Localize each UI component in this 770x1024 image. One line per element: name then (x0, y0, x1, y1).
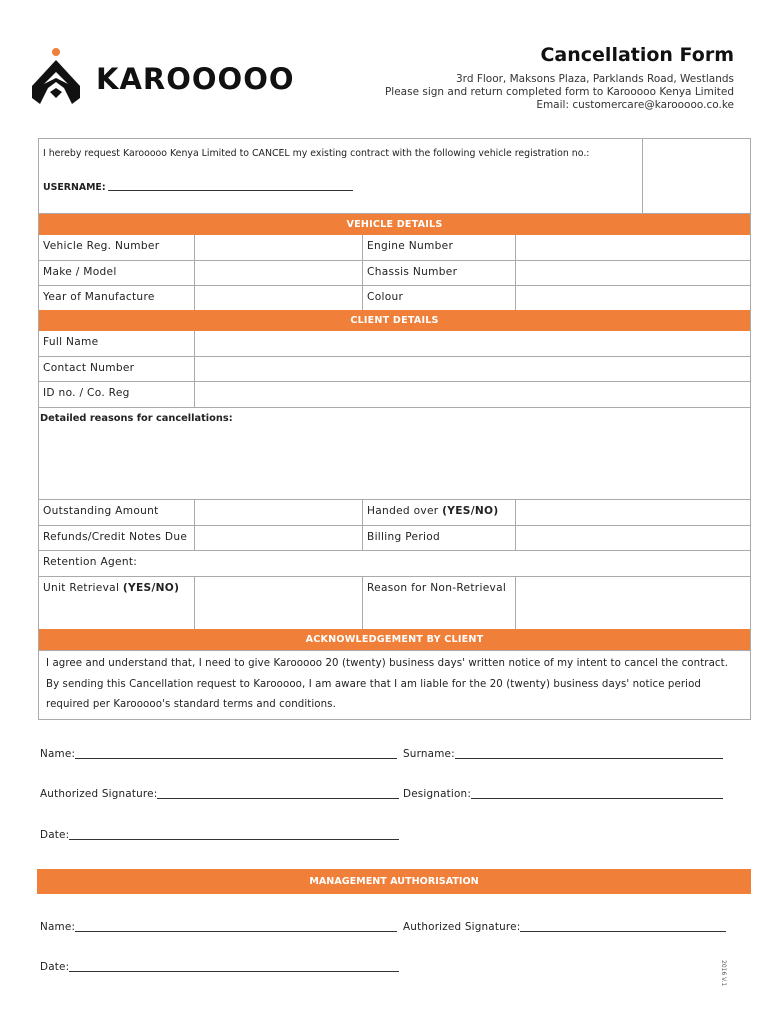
table-row (39, 331, 750, 356)
table-row (39, 381, 750, 407)
handed-over-yes-no: (YES/NO) (442, 505, 499, 517)
make-model-label: Make / Model (39, 261, 195, 285)
registration-number-field[interactable] (642, 139, 750, 213)
table-row (39, 499, 750, 525)
table-row (39, 260, 750, 285)
vehicle-reg-field[interactable] (195, 235, 363, 260)
engine-number-field[interactable] (516, 235, 750, 260)
table-row (39, 235, 750, 260)
client-name-field[interactable] (75, 758, 397, 759)
client-designation-row (403, 788, 723, 800)
management-signature-field[interactable] (520, 931, 726, 932)
outstanding-amount-label: Outstanding Amount (39, 500, 195, 525)
billing-period-label: Billing Period (363, 526, 516, 550)
handed-over-text: Handed over (367, 505, 443, 517)
unit-retrieval-text: Unit Retrieval (43, 582, 123, 594)
management-date-row (40, 961, 399, 973)
client-name-label: Name: (40, 748, 76, 760)
contact-number-label: Contact Number (39, 357, 195, 381)
client-surname-field[interactable] (455, 758, 723, 759)
form-version-code: 2016 V.1 (720, 960, 727, 987)
refunds-label: Refunds/Credit Notes Due (39, 526, 195, 550)
acknowledgement-text: I agree and understand that, I need to give Karooooo 20 (twenty) business days' written notice of my intent to cancel the contract. By sending this Cancellation request to Karooooo, I am aware that I am liable for the 20 (twenty) business days' notice period required per Karooooo's standard terms and conditions. (39, 650, 750, 719)
karooooo-logo-icon (28, 46, 92, 110)
table-row (39, 285, 750, 310)
table-row (39, 550, 750, 576)
karooooo-logo (28, 46, 295, 110)
client-details-section (39, 331, 750, 629)
vehicle-reg-label: Vehicle Reg. Number (39, 235, 195, 260)
colour-field[interactable] (516, 286, 750, 310)
chassis-number-label: Chassis Number (363, 261, 516, 285)
non-retrieval-field[interactable] (516, 577, 750, 629)
year-field[interactable] (195, 286, 363, 310)
table-row (39, 356, 750, 381)
management-date-label: Date: (40, 961, 70, 973)
outstanding-amount-field[interactable] (195, 500, 363, 525)
management-name-row (40, 921, 397, 933)
client-signature-row (40, 788, 399, 800)
reasons-field[interactable] (39, 407, 750, 499)
client-details-heading: CLIENT DETAILS (39, 310, 750, 331)
cancellation-form-table (38, 138, 751, 720)
acknowledgement-heading: ACKNOWLEDGEMENT BY CLIENT (39, 629, 750, 650)
vehicle-details-heading: VEHICLE DETAILS (39, 214, 750, 235)
unit-retrieval-field[interactable] (195, 577, 363, 629)
client-date-label: Date: (40, 829, 70, 841)
full-name-field[interactable] (195, 331, 750, 356)
management-signature-label: Authorized Signature: (403, 921, 521, 933)
username-field[interactable] (108, 190, 353, 191)
client-surname-label: Surname: (403, 748, 455, 760)
username-row (43, 182, 353, 193)
contact-email: Email: customercare@karooooo.co.ke (536, 99, 734, 111)
id-no-label: ID no. / Co. Reg (39, 382, 195, 407)
management-name-field[interactable] (75, 931, 397, 932)
contact-number-field[interactable] (195, 357, 750, 381)
handed-over-label (363, 500, 516, 525)
retention-agent-label: Retention Agent: (43, 556, 138, 568)
request-statement: I hereby request Karooooo Kenya Limited to CANCEL my existing contract with the following vehicle registration no.: (43, 148, 590, 159)
client-designation-label: Designation: (403, 788, 472, 800)
address-line-2: Please sign and return completed form to Karooooo Kenya Limited (384, 86, 734, 98)
brand-name: KAROOOOO (96, 62, 295, 96)
client-date-row (40, 829, 399, 841)
client-signature-field[interactable] (157, 798, 399, 799)
handed-over-field[interactable] (516, 500, 750, 525)
management-signature-row (403, 921, 726, 933)
username-label: USERNAME: (43, 182, 106, 193)
engine-number-label: Engine Number (363, 235, 516, 260)
management-name-label: Name: (40, 921, 76, 933)
refunds-field[interactable] (195, 526, 363, 550)
make-model-field[interactable] (195, 261, 363, 285)
client-designation-field[interactable] (471, 798, 723, 799)
table-row (39, 576, 750, 629)
id-no-field[interactable] (195, 382, 750, 407)
form-header (385, 44, 734, 112)
reasons-label: Detailed reasons for cancellations: (40, 413, 233, 424)
chassis-number-field[interactable] (516, 261, 750, 285)
client-name-row (40, 748, 397, 760)
management-authorisation-heading: MANAGEMENT AUTHORISATION (37, 869, 751, 894)
request-section (39, 139, 750, 214)
vehicle-details-section (39, 235, 750, 310)
year-label: Year of Manufacture (39, 286, 195, 310)
management-date-field[interactable] (69, 971, 399, 972)
retention-agent-field[interactable] (39, 551, 750, 576)
unit-retrieval-yes-no: (YES/NO) (122, 582, 180, 594)
colour-label: Colour (363, 286, 516, 310)
address-line-1: 3rd Floor, Maksons Plaza, Parklands Road, Westlands (456, 73, 734, 85)
client-date-field[interactable] (69, 839, 399, 840)
non-retrieval-label: Reason for Non-Retrieval (363, 577, 516, 629)
client-signature-label: Authorized Signature: (40, 788, 158, 800)
table-row (39, 525, 750, 550)
full-name-label: Full Name (39, 331, 195, 356)
billing-period-field[interactable] (516, 526, 750, 550)
client-surname-row (403, 748, 723, 760)
unit-retrieval-label (39, 577, 195, 629)
page-title: Cancellation Form (540, 44, 734, 66)
